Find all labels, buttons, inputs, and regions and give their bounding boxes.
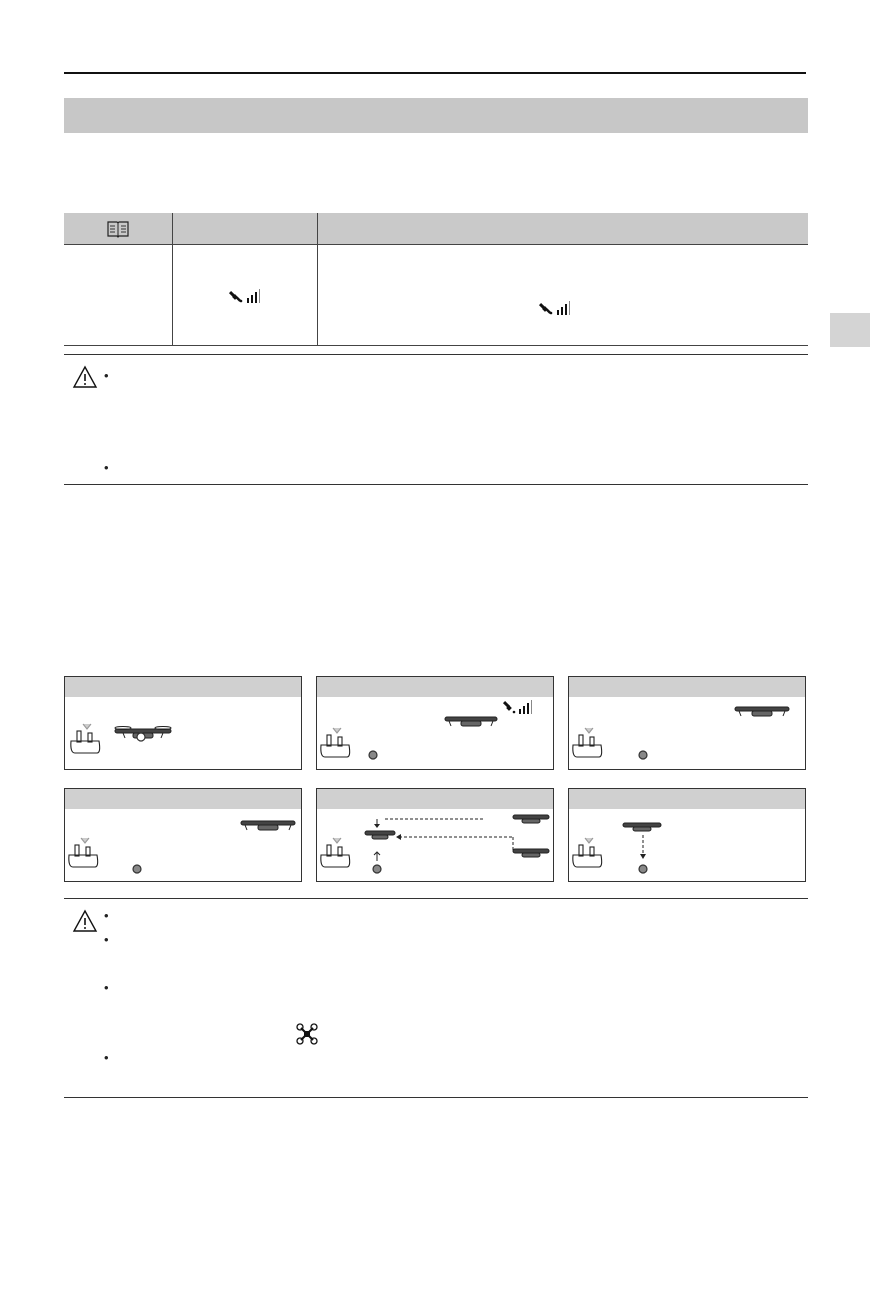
aircraft-icon (735, 707, 789, 716)
caution-box-1 (64, 354, 808, 485)
gps-table-header (64, 213, 808, 244)
home-point-icon (639, 751, 647, 759)
step-panel-2 (316, 676, 554, 770)
remote-controller-icon (321, 838, 350, 867)
home-point-icon (133, 865, 141, 873)
book-icon (106, 220, 130, 238)
step-illustration (317, 697, 553, 769)
table-divider (172, 213, 173, 346)
caution-box-2 (64, 898, 808, 1098)
remote-controller-icon (321, 728, 350, 757)
aircraft-icon (623, 823, 661, 831)
step-illustration (317, 809, 553, 881)
table-divider (64, 345, 808, 346)
header-cell-icon (64, 213, 172, 244)
remote-controller-icon (69, 838, 98, 867)
remote-controller-icon (573, 728, 602, 757)
step-illustration (65, 697, 301, 769)
aircraft-icon (365, 831, 395, 839)
side-tab (830, 313, 870, 347)
section-header-bar (64, 98, 808, 133)
table-divider (317, 213, 318, 346)
aircraft-icon (241, 821, 295, 830)
table-divider (64, 244, 808, 245)
header-cell-3 (318, 213, 808, 244)
step-illustration (569, 809, 805, 881)
step-panel-3 (568, 676, 806, 770)
step-panel-4 (64, 788, 302, 882)
aircraft-status-icon (296, 1023, 318, 1045)
top-rule (64, 72, 806, 74)
header-cell-2 (173, 213, 317, 244)
step-panel-1 (64, 676, 302, 770)
home-point-icon (639, 865, 647, 873)
gps-table (64, 213, 808, 346)
step-panel-6 (568, 788, 806, 882)
warning-icon (72, 365, 98, 389)
warning-icon (72, 909, 98, 933)
remote-controller-icon (71, 724, 100, 753)
gps-signal-icon (227, 287, 263, 305)
aircraft-icon (445, 717, 497, 726)
step-illustration (65, 809, 301, 881)
aircraft-icon (513, 849, 549, 857)
gps-signal-icon (537, 299, 573, 317)
home-point-icon (137, 733, 145, 741)
home-point-icon (369, 751, 377, 759)
step-illustration (569, 697, 805, 769)
gps-signal-icon (503, 700, 532, 714)
home-point-icon (373, 865, 381, 873)
remote-controller-icon (573, 838, 602, 867)
step-panel-5 (316, 788, 554, 882)
aircraft-icon (513, 815, 549, 823)
